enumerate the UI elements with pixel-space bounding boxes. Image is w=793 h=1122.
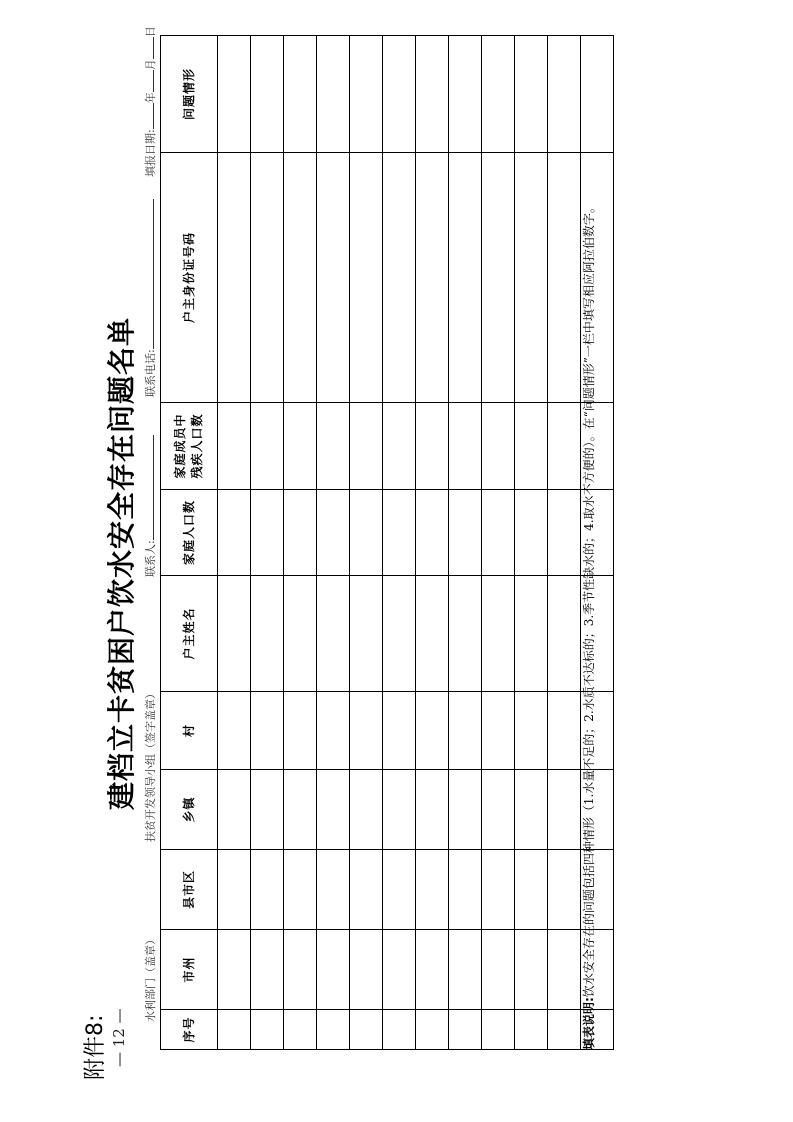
table-cell[interactable] xyxy=(350,153,383,403)
table-cell[interactable] xyxy=(449,1010,482,1050)
table-cell[interactable] xyxy=(350,770,383,850)
table-cell[interactable] xyxy=(416,403,449,490)
dept-stamp-label: 水利部门（盖章） xyxy=(144,934,157,1022)
table-cell[interactable] xyxy=(416,692,449,770)
table-cell[interactable] xyxy=(482,153,515,403)
column-header: 乡镇 xyxy=(161,770,218,850)
table-cell[interactable] xyxy=(218,850,251,930)
table-body xyxy=(218,36,614,1050)
table-cell[interactable] xyxy=(317,153,350,403)
table-cell[interactable] xyxy=(218,576,251,692)
table-cell[interactable] xyxy=(383,153,416,403)
year-blank xyxy=(144,103,154,129)
column-header: 县市区 xyxy=(161,850,218,930)
table-cell[interactable] xyxy=(350,930,383,1010)
table-row xyxy=(218,36,251,1050)
table-cell[interactable] xyxy=(317,490,350,576)
table-cell[interactable] xyxy=(383,930,416,1010)
table-cell[interactable] xyxy=(548,692,581,770)
table-cell[interactable] xyxy=(482,692,515,770)
table-cell[interactable] xyxy=(482,490,515,576)
table-cell[interactable] xyxy=(284,576,317,692)
table-cell[interactable] xyxy=(383,403,416,490)
table-cell[interactable] xyxy=(482,1010,515,1050)
table-cell[interactable] xyxy=(284,692,317,770)
table-cell[interactable] xyxy=(383,36,416,153)
table-cell[interactable] xyxy=(350,36,383,153)
table-cell[interactable] xyxy=(218,36,251,153)
table-cell[interactable] xyxy=(218,930,251,1010)
column-header: 序号 xyxy=(161,1010,218,1050)
table-cell[interactable] xyxy=(548,490,581,576)
table-cell[interactable] xyxy=(383,850,416,930)
table-cell[interactable] xyxy=(251,153,284,403)
table-header-row xyxy=(161,36,218,1050)
table-cell[interactable] xyxy=(416,1010,449,1050)
table-cell[interactable] xyxy=(548,153,581,403)
table-cell[interactable] xyxy=(449,403,482,490)
month-label: 月 xyxy=(144,59,157,71)
table-cell[interactable] xyxy=(317,403,350,490)
table-cell[interactable] xyxy=(383,770,416,850)
note-label: 填表说明: xyxy=(582,997,596,1050)
date-field xyxy=(142,26,158,177)
table-cell[interactable] xyxy=(251,490,284,576)
table-cell[interactable] xyxy=(416,770,449,850)
column-header: 村 xyxy=(161,692,218,770)
table-row xyxy=(251,36,284,1050)
day-blank xyxy=(144,37,154,59)
page-number: — 12 — xyxy=(110,1008,128,1067)
group-sign-label: 扶贫开发领导小组（签字盖章） xyxy=(144,688,157,842)
table-cell[interactable] xyxy=(416,490,449,576)
table-cell[interactable] xyxy=(317,850,350,930)
table-cell[interactable] xyxy=(317,930,350,1010)
table-cell[interactable] xyxy=(548,1010,581,1050)
phone-label: 联系电话: xyxy=(144,349,157,397)
table-cell[interactable] xyxy=(515,1010,548,1050)
table-cell[interactable] xyxy=(218,403,251,490)
table-row xyxy=(482,36,515,1050)
table-cell[interactable] xyxy=(416,153,449,403)
table-cell[interactable] xyxy=(548,850,581,930)
table-cell[interactable] xyxy=(251,576,284,692)
note-text: 饮水安全存在的问题包括四种情形（1.水量不足的；2.水质不达标的；3.季节性缺水的；4.取水不方便的）。在“问题情形”一栏中填写相应阿拉伯数字。 xyxy=(582,201,596,998)
problem-list-table xyxy=(160,35,614,1050)
table-cell[interactable] xyxy=(350,403,383,490)
table-cell[interactable] xyxy=(515,930,548,1010)
table-cell[interactable] xyxy=(317,692,350,770)
contact-field xyxy=(142,435,158,577)
table-cell[interactable] xyxy=(350,1010,383,1050)
table-cell[interactable] xyxy=(284,1010,317,1050)
table-cell[interactable] xyxy=(251,850,284,930)
table-cell[interactable] xyxy=(482,930,515,1010)
table-cell[interactable] xyxy=(218,692,251,770)
table-cell[interactable] xyxy=(218,770,251,850)
table-cell[interactable] xyxy=(449,692,482,770)
month-blank xyxy=(144,70,154,92)
table-cell[interactable] xyxy=(284,36,317,153)
table-cell[interactable] xyxy=(482,850,515,930)
table-cell[interactable] xyxy=(515,770,548,850)
table-row xyxy=(548,36,581,1050)
table-cell[interactable] xyxy=(350,850,383,930)
table-cell[interactable] xyxy=(251,403,284,490)
table-cell[interactable] xyxy=(515,36,548,153)
column-header: 家庭人口数 xyxy=(161,490,218,576)
table-cell[interactable] xyxy=(449,930,482,1010)
table-cell[interactable] xyxy=(350,490,383,576)
table-cell[interactable] xyxy=(515,850,548,930)
table-cell[interactable] xyxy=(416,36,449,153)
column-header: 户主姓名 xyxy=(161,576,218,692)
table-cell[interactable] xyxy=(515,403,548,490)
table-cell[interactable] xyxy=(383,576,416,692)
year-label: 年 xyxy=(144,92,157,104)
day-label: 日 xyxy=(144,26,157,38)
table-cell[interactable] xyxy=(482,36,515,153)
table-cell[interactable] xyxy=(251,1010,284,1050)
table-cell[interactable] xyxy=(218,490,251,576)
table-cell[interactable] xyxy=(284,153,317,403)
date-label: 填报日期: xyxy=(144,129,157,177)
table-cell[interactable] xyxy=(284,930,317,1010)
table-cell[interactable] xyxy=(416,576,449,692)
table-cell[interactable] xyxy=(317,770,350,850)
table-cell[interactable] xyxy=(317,1010,350,1050)
table-row xyxy=(284,36,317,1050)
table-cell[interactable] xyxy=(284,850,317,930)
table-cell[interactable] xyxy=(251,770,284,850)
table-cell[interactable] xyxy=(482,576,515,692)
contact-blank xyxy=(144,435,154,540)
table-cell[interactable] xyxy=(482,770,515,850)
table-cell[interactable] xyxy=(317,36,350,153)
table-cell[interactable] xyxy=(383,692,416,770)
table-cell[interactable] xyxy=(218,1010,251,1050)
table-cell[interactable] xyxy=(284,770,317,850)
table-cell[interactable] xyxy=(350,692,383,770)
table-cell[interactable] xyxy=(548,770,581,850)
contact-label: 联系人: xyxy=(144,540,157,577)
table-cell[interactable] xyxy=(284,490,317,576)
table-cell[interactable] xyxy=(251,692,284,770)
table-cell[interactable] xyxy=(449,153,482,403)
table-cell[interactable] xyxy=(515,490,548,576)
column-header: 问题情形 xyxy=(161,36,218,153)
table-cell[interactable] xyxy=(515,153,548,403)
table-cell[interactable] xyxy=(548,403,581,490)
table-row xyxy=(350,36,383,1050)
table-cell[interactable] xyxy=(416,850,449,930)
table-cell[interactable] xyxy=(284,403,317,490)
table-cell[interactable] xyxy=(515,576,548,692)
table-cell[interactable] xyxy=(449,850,482,930)
table-cell[interactable] xyxy=(548,36,581,153)
table-row xyxy=(515,36,548,1050)
table-cell[interactable] xyxy=(449,770,482,850)
table-row xyxy=(416,36,449,1050)
phone-blank xyxy=(144,199,154,349)
table-cell[interactable] xyxy=(548,576,581,692)
table-cell[interactable] xyxy=(548,930,581,1010)
table-cell[interactable] xyxy=(218,153,251,403)
table-cell[interactable] xyxy=(317,576,350,692)
table-row xyxy=(383,36,416,1050)
table-cell[interactable] xyxy=(449,576,482,692)
column-header: 市州 xyxy=(161,930,218,1010)
table-cell[interactable] xyxy=(251,36,284,153)
table-cell[interactable] xyxy=(449,36,482,153)
table-cell[interactable] xyxy=(449,490,482,576)
table-cell[interactable] xyxy=(383,490,416,576)
column-header: 家庭成员中残疾人口数 xyxy=(161,403,218,490)
page-title: 建档立卡贫困户饮水安全存在问题名单 xyxy=(105,316,138,810)
table-cell[interactable] xyxy=(251,930,284,1010)
table-cell[interactable] xyxy=(482,403,515,490)
table-cell[interactable] xyxy=(383,1010,416,1050)
fill-instructions xyxy=(581,0,598,1050)
table-cell[interactable] xyxy=(515,692,548,770)
table-row xyxy=(317,36,350,1050)
table-cell[interactable] xyxy=(350,576,383,692)
column-header: 户主身份证号码 xyxy=(161,153,218,403)
attachment-label: 附件8: xyxy=(83,1014,108,1080)
phone-field xyxy=(142,199,158,397)
table-row xyxy=(449,36,482,1050)
table-cell[interactable] xyxy=(416,930,449,1010)
